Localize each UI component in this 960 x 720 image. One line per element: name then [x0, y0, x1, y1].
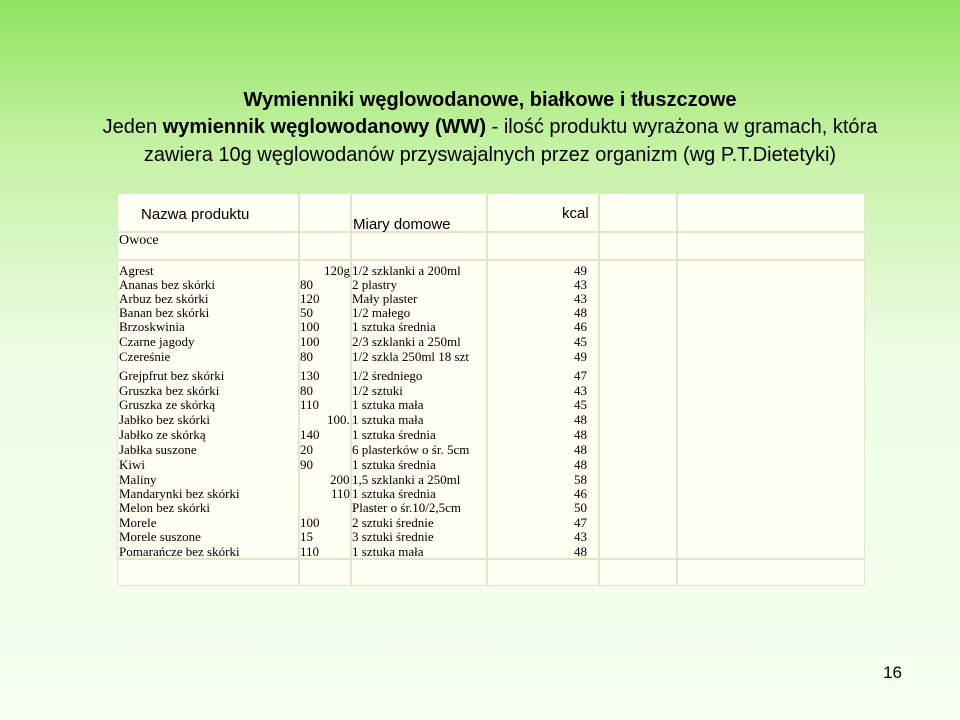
- title-desc-pre: Jeden: [102, 116, 163, 138]
- product-name-cell: Mandarynki bez skórki: [119, 486, 240, 501]
- household-measure-cell: 1/2 małego: [352, 305, 411, 320]
- exchange-table: [117, 193, 865, 586]
- quantity-cell: 110: [300, 397, 320, 412]
- kcal-cell: 58: [574, 472, 587, 487]
- quantity-cell: 100: [300, 515, 320, 530]
- kcal-cell: 47: [574, 515, 587, 530]
- table-row: [118, 486, 678, 501]
- kcal-cell: 48: [574, 442, 587, 457]
- table-row: [118, 305, 678, 320]
- product-name-cell: Banan bez skórki: [119, 305, 210, 320]
- quantity-cell: 140: [300, 427, 320, 442]
- quantity-cell: 130: [300, 368, 320, 383]
- table-row: [118, 500, 678, 515]
- table-row: [118, 291, 678, 306]
- title-description-line3: zawiera 10g węglowodanów przyswajalnych przez organizm (wg P.T.Dietetyki): [143, 144, 837, 166]
- table-row: [118, 383, 678, 398]
- product-name-cell: Pomarańcze bez skórki: [119, 544, 240, 559]
- table-row: [118, 472, 678, 487]
- table-row: [118, 529, 678, 544]
- household-measure-cell: 1 sztuka średnia: [352, 427, 436, 442]
- quantity-cell: 200: [330, 472, 350, 487]
- household-measure-cell: Mały plaster: [352, 291, 418, 306]
- quantity-cell: 20: [300, 442, 313, 457]
- household-measure-cell: 1/2 szklanki a 200ml: [352, 263, 461, 278]
- product-name-cell: Agrest: [119, 263, 154, 278]
- household-measure-cell: 1 sztuka średnia: [352, 486, 436, 501]
- household-measure-cell: 1/2 średniego: [352, 368, 423, 383]
- kcal-cell: 43: [574, 291, 587, 306]
- kcal-cell: 43: [574, 277, 587, 292]
- kcal-cell: 43: [574, 529, 587, 544]
- product-name-cell: Brzoskwinia: [119, 319, 185, 334]
- product-name-cell: Morele suszone: [119, 529, 201, 544]
- quantity-cell: 100: [300, 319, 320, 334]
- kcal-cell: 48: [574, 544, 587, 559]
- table-row: [118, 397, 678, 412]
- header-product-name: Nazwa produktu: [141, 206, 250, 223]
- household-measure-cell: 1 sztuka średnia: [352, 457, 436, 472]
- household-measure-cell: 3 sztuki średnie: [352, 529, 434, 544]
- quantity-cell: 120: [300, 291, 320, 306]
- quantity-cell: 80: [300, 277, 313, 292]
- product-name-cell: Czereśnie: [119, 349, 171, 364]
- household-measure-cell: 1,5 szklanki a 250ml: [352, 472, 461, 487]
- quantity-cell: 90: [300, 457, 313, 472]
- header-kcal: kcal: [562, 205, 589, 222]
- table-row: [118, 319, 678, 334]
- table-row: [118, 412, 678, 427]
- product-name-cell: Jabłko ze skórką: [119, 427, 206, 442]
- kcal-cell: 45: [574, 397, 587, 412]
- kcal-cell: 48: [574, 305, 587, 320]
- quantity-cell: 110: [331, 486, 351, 501]
- kcal-cell: 46: [574, 319, 587, 334]
- grid-line: [118, 259, 864, 261]
- household-measure-cell: 1 sztuka mała: [352, 412, 424, 427]
- quantity-cell: 100: [300, 334, 320, 349]
- kcal-cell: 43: [574, 383, 587, 398]
- section-label-fruits: Owoce: [119, 233, 159, 248]
- header-household-measures: Miary domowe: [353, 216, 451, 233]
- quantity-cell: 100.: [327, 412, 350, 427]
- table-row: [118, 442, 678, 457]
- product-name-cell: Gruszka bez skórki: [119, 383, 220, 398]
- household-measure-cell: 1/2 sztuki: [352, 383, 403, 398]
- title-desc-post: - ilość produktu wyrażona w gramach, która: [486, 116, 878, 138]
- slide-title: [60, 88, 920, 169]
- quantity-cell: 50: [300, 305, 313, 320]
- kcal-cell: 45: [574, 334, 587, 349]
- household-measure-cell: 1 sztuka mała: [352, 544, 424, 559]
- title-heading: Wymienniki węglowodanowe, białkowe i tłuszczowe: [243, 89, 737, 111]
- kcal-cell: 48: [574, 457, 587, 472]
- table-row: [118, 349, 678, 364]
- table-row: [118, 457, 678, 472]
- table-row: [118, 277, 678, 292]
- product-name-cell: Kiwi: [119, 457, 145, 472]
- household-measure-cell: 6 plasterków o śr. 5cm: [352, 442, 470, 457]
- product-name-cell: Czarne jagody: [119, 334, 195, 349]
- kcal-cell: 49: [574, 349, 587, 364]
- kcal-cell: 50: [574, 500, 587, 515]
- product-name-cell: Jabłko bez skórki: [119, 412, 210, 427]
- table-row: [118, 368, 678, 383]
- product-name-cell: Ananas bez skórki: [119, 277, 216, 292]
- kcal-cell: 48: [574, 412, 587, 427]
- quantity-cell: 80: [300, 383, 313, 398]
- product-name-cell: Jabłka suszone: [119, 442, 197, 457]
- table-row: [118, 263, 678, 278]
- kcal-cell: 48: [574, 427, 587, 442]
- kcal-cell: 46: [574, 486, 587, 501]
- product-name-cell: Morele: [119, 515, 157, 530]
- table-row: [118, 515, 678, 530]
- quantity-cell: 110: [300, 544, 320, 559]
- quantity-cell: 15: [300, 529, 313, 544]
- kcal-cell: 49: [574, 263, 587, 278]
- household-measure-cell: 2 plastry: [352, 277, 398, 292]
- product-name-cell: Grejpfrut bez skórki: [119, 368, 225, 383]
- product-name-cell: Maliny: [119, 472, 157, 487]
- household-measure-cell: Plaster o śr.10/2,5cm: [352, 500, 462, 515]
- table-row: [118, 334, 678, 349]
- product-name-cell: Gruszka ze skórką: [119, 397, 216, 412]
- household-measure-cell: 1 sztuka średnia: [352, 319, 436, 334]
- table-row: [118, 427, 678, 442]
- quantity-cell: 120g: [324, 263, 350, 278]
- title-description: [60, 113, 920, 141]
- household-measure-cell: 2/3 szklanki a 250ml: [352, 334, 461, 349]
- household-measure-cell: 1 sztuka mała: [352, 397, 424, 412]
- grid-line: [118, 231, 864, 233]
- product-name-cell: Melon bez skórki: [119, 500, 210, 515]
- quantity-cell: 80: [300, 349, 313, 364]
- page-number: 16: [883, 663, 902, 682]
- household-measure-cell: 2 sztuki średnie: [352, 515, 434, 530]
- table-row: [118, 544, 678, 559]
- household-measure-cell: 1/2 szkla 250ml 18 szt: [352, 349, 469, 364]
- product-name-cell: Arbuz bez skórki: [119, 291, 209, 306]
- title-desc-bold: wymiennik węglowodanowy (WW): [162, 116, 487, 138]
- kcal-cell: 47: [574, 368, 587, 383]
